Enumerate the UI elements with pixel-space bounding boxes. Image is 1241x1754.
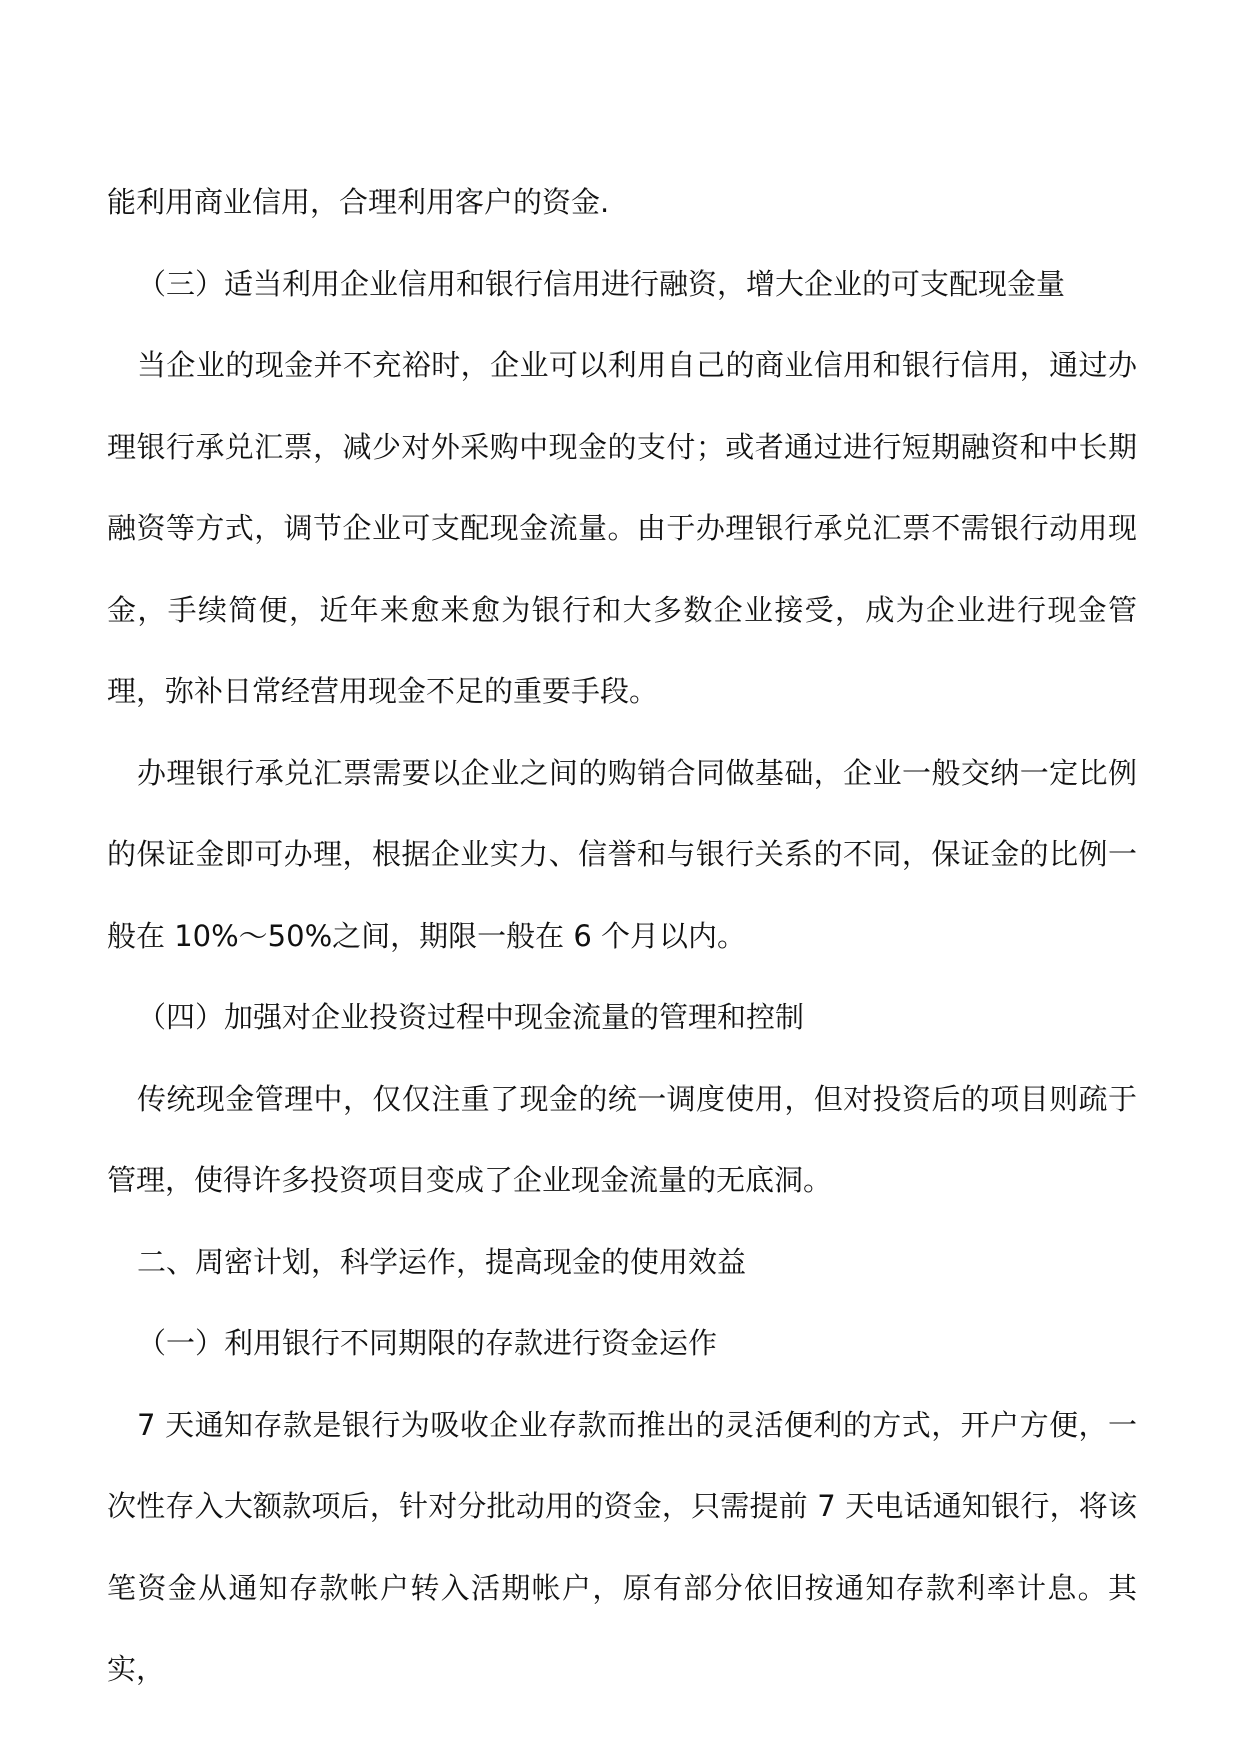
paragraph-continuation: 能利用商业信用，合理利用客户的资金.	[107, 185, 610, 219]
paragraph-deposit-ratio: 办理银行承兑汇票需要以企业之间的购销合同做基础，企业一般交纳一定比例的保证金即可办理，根据企业实力、信誉和与银行关系的不同，保证金的比例一般在 10%～50%之间，期限一般在 6 个月以内。	[107, 755, 1137, 953]
section-heading-four: （四）加强对企业投资过程中现金流量的管理和控制	[137, 1000, 805, 1034]
paragraph-investment-control: 传统现金管理中，仅仅注重了现金的统一调度使用，但对投资后的项目则疏于管理，使得许多投资项目变成了企业现金流量的无底洞。	[107, 1081, 1137, 1197]
section-heading-three: （三）适当利用企业信用和银行信用进行融资，增大企业的可支配现金量	[137, 266, 1066, 301]
section-heading-one: （一）利用银行不同期限的存款进行资金运作	[137, 1326, 718, 1360]
document-body	[107, 162, 1137, 1711]
paragraph-notice-deposit: 7 天通知存款是银行为吸收企业存款而推出的灵活便利的方式，开户方便，一次性存入大额款项后，针对分批动用的资金，只需提前 7 天电话通知银行，将该笔资金从通知存款帐户转入活期帐户，原有部分依旧按通知存款利率计息。其实，	[107, 1407, 1137, 1686]
chapter-heading-two: 二、周密计划，科学运作，提高现金的使用效益	[137, 1244, 747, 1279]
paragraph-bank-acceptance: 当企业的现金并不充裕时，企业可以利用自己的商业信用和银行信用，通过办理银行承兑汇票，减少对外采购中现金的支付；或者通过进行短期融资和中长期融资等方式，调节企业可支配现金流量。由于办理银行承兑汇票不需银行动用现金，手续简便，近年来愈来愈为银行和大多数企业接受，成为企业进行现金管理，弥补日常经营用现金不足的重要手段。	[107, 348, 1137, 708]
